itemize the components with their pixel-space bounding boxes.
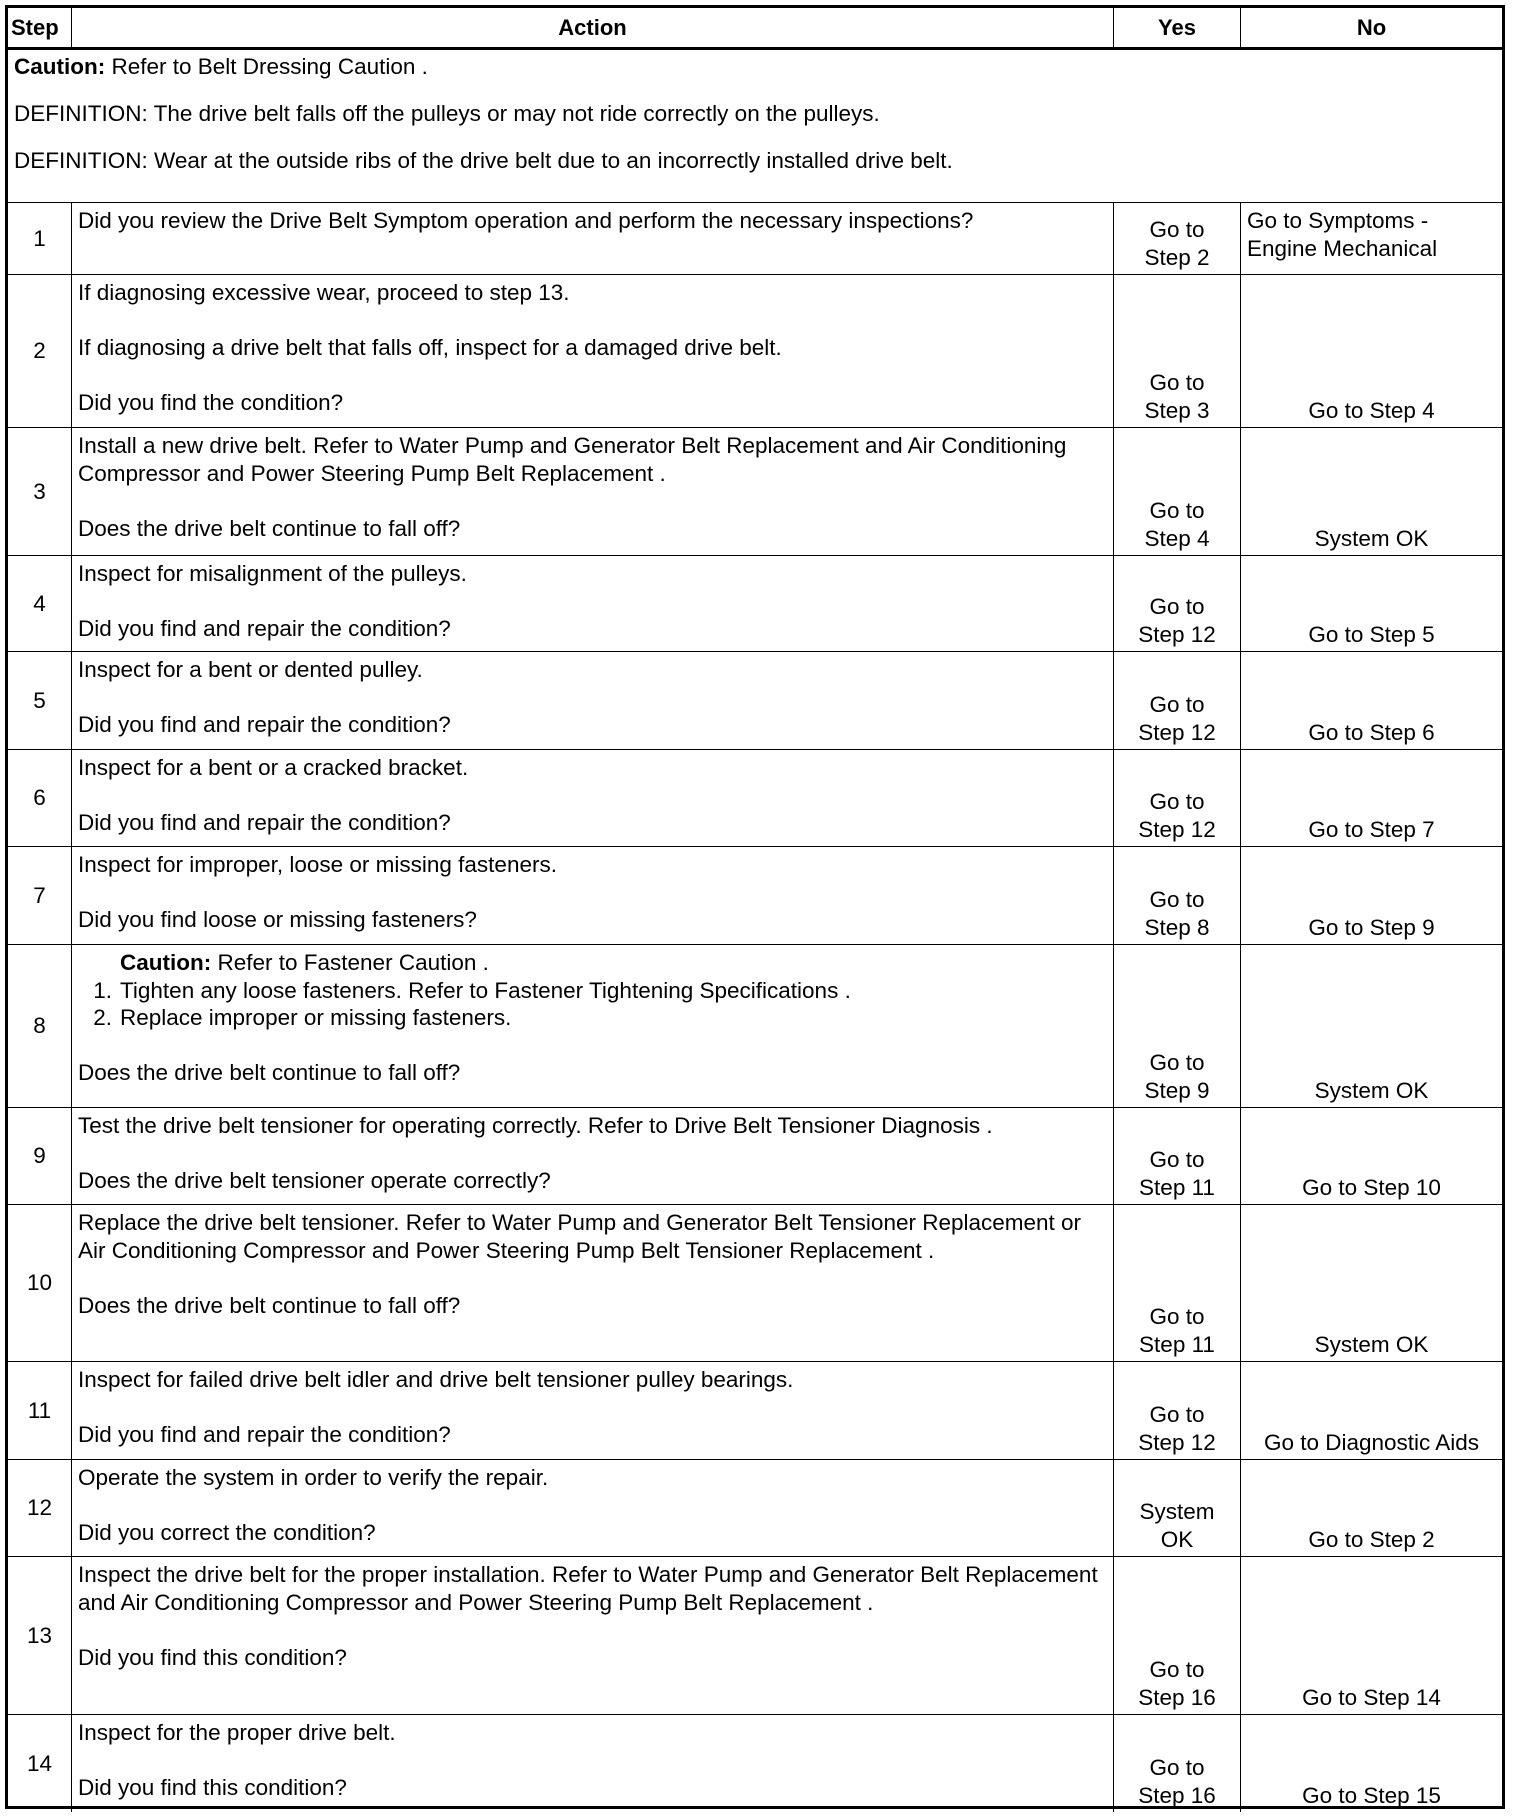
no-text: System OK xyxy=(1314,1331,1429,1357)
yes-text: Step 16 xyxy=(1138,1684,1216,1710)
intro-row xyxy=(8,50,1502,203)
no-cell xyxy=(1241,945,1502,1107)
action-text: Did you find and repair the condition? xyxy=(78,1422,451,1447)
step-number: 6 xyxy=(8,750,72,846)
yes-text: Step 12 xyxy=(1138,1429,1216,1455)
action-text: Does the drive belt continue to fall off? xyxy=(78,1292,461,1318)
step-number: 12 xyxy=(8,1460,72,1556)
caution-label: Caution: xyxy=(14,54,106,79)
yes-text: Step 3 xyxy=(1144,397,1210,423)
action-cell xyxy=(72,1460,1114,1556)
action-text: Inspect the drive belt for the proper installation. Refer to Water Pump and Generator Belt Replacement and Air Conditioning Compressor and Power Steering Pump Belt Replacement . xyxy=(78,1562,1098,1615)
action-text: Does the drive belt continue to fall off? xyxy=(78,515,461,541)
action-cell xyxy=(72,1715,1114,1812)
action-text: Operate the system in order to verify the repair. xyxy=(78,1465,549,1490)
yes-text: Step 16 xyxy=(1138,1782,1216,1808)
header-no: No xyxy=(1356,14,1387,40)
yes-text: Go to xyxy=(1149,1755,1205,1780)
no-cell xyxy=(1241,275,1502,427)
table-row xyxy=(8,556,1502,652)
no-text: Go to Step 6 xyxy=(1308,719,1435,745)
step-caution-text: Refer to Fastener Caution . xyxy=(211,950,489,975)
no-text: Go to Step 2 xyxy=(1308,1526,1435,1552)
yes-cell xyxy=(1114,750,1241,846)
no-cell xyxy=(1241,1362,1502,1459)
list-number: 1. xyxy=(93,977,112,1003)
yes-text: Go to xyxy=(1149,217,1205,242)
step-number: 14 xyxy=(8,1715,72,1812)
yes-text: Step 8 xyxy=(1144,914,1210,940)
no-cell xyxy=(1241,1205,1502,1361)
yes-cell xyxy=(1114,1557,1241,1714)
action-text: Did you find loose or missing fasteners? xyxy=(78,907,477,932)
table-row xyxy=(8,1205,1502,1362)
step-number: 13 xyxy=(8,1557,72,1714)
yes-text: Step 12 xyxy=(1138,719,1216,745)
no-text: Engine Mechanical xyxy=(1247,235,1438,261)
no-cell xyxy=(1241,1460,1502,1556)
action-cell xyxy=(72,945,1114,1107)
action-text: Did you find the condition? xyxy=(78,390,344,415)
yes-cell xyxy=(1114,556,1241,651)
action-text: Does the drive belt continue to fall off? xyxy=(78,1060,461,1085)
table-header xyxy=(8,8,1502,50)
action-text: Inspect for the proper drive belt. xyxy=(78,1720,396,1745)
step-number: 5 xyxy=(8,652,72,749)
step-caution-label: Caution: xyxy=(120,950,212,975)
no-text: Go to Step 5 xyxy=(1308,621,1435,647)
action-text: Does the drive belt tensioner operate correctly? xyxy=(78,1168,551,1193)
header-yes: Yes xyxy=(1114,8,1241,47)
action-text: Did you find and repair the condition? xyxy=(78,810,451,835)
no-text: Go to Step 4 xyxy=(1308,397,1435,423)
action-cell xyxy=(72,1205,1114,1361)
yes-text: Go to xyxy=(1149,1657,1205,1682)
yes-text: Go to xyxy=(1149,370,1205,395)
action-text: Inspect for a bent or a cracked bracket. xyxy=(78,755,469,780)
definition-1: DEFINITION: The drive belt falls off the pulleys or may not ride correctly on the pulleys. xyxy=(14,101,880,126)
action-text: Did you review the Drive Belt Symptom operation and perform the necessary inspections? xyxy=(78,208,974,233)
no-text: Go to Step 9 xyxy=(1308,914,1435,940)
table-row xyxy=(8,1460,1502,1557)
yes-text: Step 9 xyxy=(1144,1077,1210,1103)
action-text: Inspect for failed drive belt idler and drive belt tensioner pulley bearings. xyxy=(78,1367,794,1392)
intro-text xyxy=(8,50,1502,202)
list-item xyxy=(78,1004,1107,1032)
action-cell xyxy=(72,652,1114,749)
no-cell xyxy=(1241,203,1502,274)
list-text: Tighten any loose fasteners. Refer to Fastener Tightening Specifications . xyxy=(120,977,851,1003)
action-text: Did you find this condition? xyxy=(78,1644,347,1670)
action-text: Did you correct the condition? xyxy=(78,1520,376,1545)
yes-text: Step 12 xyxy=(1138,816,1216,842)
no-text: System OK xyxy=(1314,525,1429,551)
no-text: Go to Step 7 xyxy=(1308,816,1435,842)
yes-cell xyxy=(1114,1362,1241,1459)
table-row xyxy=(8,203,1502,275)
yes-text: Go to xyxy=(1149,1147,1205,1172)
yes-cell xyxy=(1114,203,1241,274)
step-number: 11 xyxy=(8,1362,72,1459)
action-text: Did you find and repair the condition? xyxy=(78,616,451,641)
action-cell xyxy=(72,1557,1114,1714)
no-cell xyxy=(1241,847,1502,944)
table-row xyxy=(8,847,1502,945)
no-cell xyxy=(1241,652,1502,749)
action-cell xyxy=(72,275,1114,427)
yes-text: Go to xyxy=(1149,594,1205,619)
yes-cell xyxy=(1114,652,1241,749)
no-text: Go to Symptoms - xyxy=(1247,208,1429,233)
table-row xyxy=(8,1557,1502,1715)
action-cell xyxy=(72,428,1114,555)
yes-text: Step 11 xyxy=(1139,1331,1215,1357)
yes-text: Go to xyxy=(1149,1402,1205,1427)
action-cell xyxy=(72,556,1114,651)
yes-text: OK xyxy=(1160,1526,1194,1552)
no-text: System OK xyxy=(1314,1077,1429,1103)
no-text: Go to Step 15 xyxy=(1302,1782,1441,1808)
step-number: 10 xyxy=(8,1205,72,1361)
action-text: Inspect for a bent or dented pulley. xyxy=(78,657,423,682)
no-text: Go to Step 14 xyxy=(1302,1684,1441,1710)
yes-cell xyxy=(1114,1715,1241,1812)
action-text: Install a new drive belt. Refer to Water Pump and Generator Belt Replacement and Air Conditioning Compressor and Power Steering Pump Belt Replacement . xyxy=(78,433,1067,486)
step-number: 2 xyxy=(8,275,72,427)
yes-text: Step 4 xyxy=(1144,525,1210,551)
action-text: If diagnosing a drive belt that falls off, inspect for a damaged drive belt. xyxy=(78,335,782,360)
yes-text: Go to xyxy=(1149,789,1205,814)
step-number: 4 xyxy=(8,556,72,651)
action-cell xyxy=(72,750,1114,846)
action-text: Test the drive belt tensioner for operating correctly. Refer to Drive Belt Tensioner Diagnosis . xyxy=(78,1113,993,1138)
step-number: 8 xyxy=(8,945,72,1107)
list-text: Replace improper or missing fasteners. xyxy=(120,1005,512,1030)
step-number: 7 xyxy=(8,847,72,944)
action-text: Did you find and repair the condition? xyxy=(78,712,451,737)
caution-text: Refer to Belt Dressing Caution . xyxy=(105,54,428,79)
yes-text: Go to xyxy=(1149,692,1205,717)
action-cell xyxy=(72,203,1114,274)
diagnostic-table xyxy=(5,5,1505,1809)
no-cell xyxy=(1241,1715,1502,1812)
yes-cell xyxy=(1114,275,1241,427)
yes-text: Go to xyxy=(1149,887,1205,912)
yes-cell xyxy=(1114,428,1241,555)
no-cell xyxy=(1241,556,1502,651)
action-cell xyxy=(72,1108,1114,1204)
definition-2: DEFINITION: Wear at the outside ribs of the drive belt due to an incorrectly installed drive belt. xyxy=(14,148,953,173)
header-action: Action xyxy=(72,8,1114,47)
step-number: 1 xyxy=(8,203,72,274)
table-row xyxy=(8,275,1502,428)
yes-cell xyxy=(1114,1460,1241,1556)
no-text: Go to Diagnostic Aids xyxy=(1263,1429,1480,1455)
table-row xyxy=(8,428,1502,556)
action-cell xyxy=(72,1362,1114,1459)
table-row xyxy=(8,1362,1502,1460)
action-text: Did you find this condition? xyxy=(78,1775,347,1800)
no-cell xyxy=(1241,1557,1502,1714)
action-text: If diagnosing excessive wear, proceed to step 13. xyxy=(78,280,570,305)
step-number: 3 xyxy=(8,428,72,555)
table-row xyxy=(8,1715,1502,1812)
no-cell xyxy=(1241,428,1502,555)
no-cell xyxy=(1241,1108,1502,1204)
yes-cell xyxy=(1114,1108,1241,1204)
yes-text: Go to xyxy=(1149,1050,1205,1075)
action-cell xyxy=(72,847,1114,944)
list-number: 2. xyxy=(93,1005,112,1030)
action-text: Replace the drive belt tensioner. Refer to Water Pump and Generator Belt Tensioner Replacement or Air Conditioning Compressor and Power Steering Pump Belt Tensioner Replacement . xyxy=(78,1210,1082,1263)
yes-text: Go to xyxy=(1149,1304,1205,1329)
yes-text: System xyxy=(1139,1499,1215,1524)
yes-cell xyxy=(1114,847,1241,944)
list-item xyxy=(78,977,1107,1005)
table-row xyxy=(8,652,1502,750)
no-text: Go to Step 10 xyxy=(1302,1174,1441,1200)
yes-text: Step 11 xyxy=(1139,1174,1215,1200)
yes-cell xyxy=(1114,1205,1241,1361)
header-step: Step xyxy=(8,8,72,47)
yes-cell xyxy=(1114,945,1241,1107)
action-text: Inspect for improper, loose or missing fasteners. xyxy=(78,852,557,877)
table-row xyxy=(8,945,1502,1108)
yes-text: Step 12 xyxy=(1138,621,1216,647)
yes-text: Step 2 xyxy=(1144,244,1210,270)
table-row xyxy=(8,1108,1502,1205)
no-cell xyxy=(1241,750,1502,846)
step-number: 9 xyxy=(8,1108,72,1204)
action-text: Inspect for misalignment of the pulleys. xyxy=(78,561,467,586)
table-row xyxy=(8,750,1502,847)
yes-text: Go to xyxy=(1149,498,1205,523)
